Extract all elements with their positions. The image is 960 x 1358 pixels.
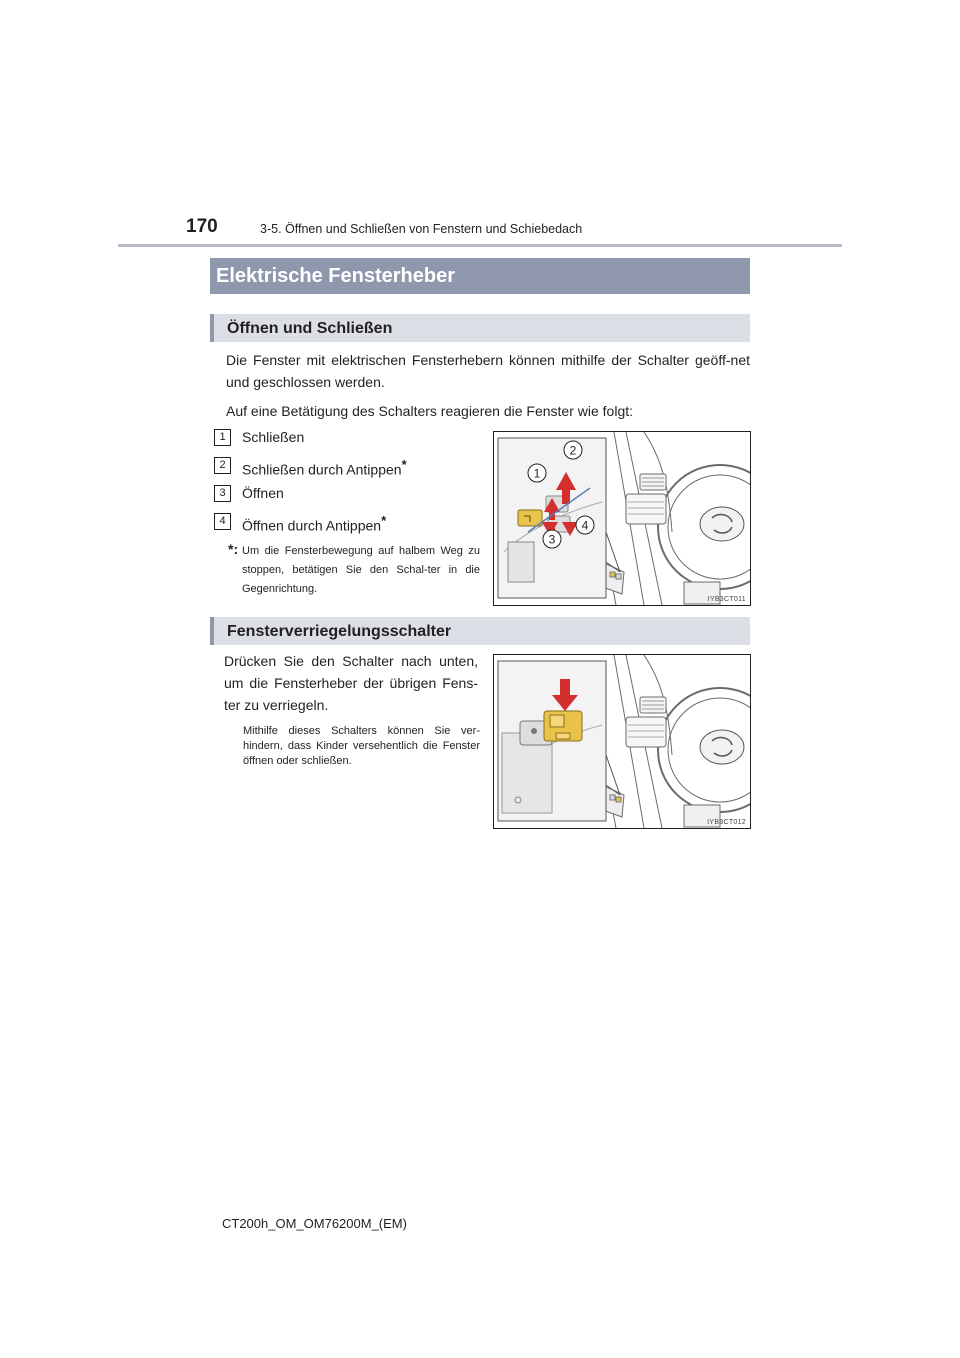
intro-paragraph: Die Fenster mit elektrischen Fensterhebern können mithilfe der Schalter geöff-net und geschlossen werden. bbox=[226, 352, 750, 390]
footnote-mark: *: bbox=[228, 541, 239, 557]
list-item-open: Öffnen bbox=[242, 485, 284, 501]
callout-1: 1 bbox=[533, 466, 541, 481]
chapter-title: 3-5. Öffnen und Schließen von Fenstern und Schiebedach bbox=[260, 222, 583, 236]
footnote-text: Um die Fensterbewegung auf halbem Weg zu stoppen, betätigen Sie den Schal-ter in die Gegenrichtung. bbox=[242, 545, 480, 595]
page-number: 170 bbox=[186, 216, 218, 237]
callout-4: 4 bbox=[581, 518, 589, 533]
list-item-open-tap: Öffnen durch Antippen* bbox=[242, 513, 387, 534]
list-number-1: 1 bbox=[214, 429, 231, 446]
list-item-close-tap: Schließen durch Antippen* bbox=[242, 457, 407, 478]
footnote bbox=[228, 540, 480, 599]
list-number-4: 4 bbox=[214, 513, 231, 530]
subsection-title-open-close: Öffnen und Schließen bbox=[210, 314, 750, 342]
lock-note: Mithilfe dieses Schalters können Sie ver-hindern, dass Kinder versehentlich die Fenster öffnen oder schließen. bbox=[243, 725, 480, 767]
reaction-paragraph: Auf eine Betätigung des Schalters reagieren die Fenster wie folgt: bbox=[226, 403, 634, 419]
document-code: CT200h_OM_OM76200M_(EM) bbox=[222, 1216, 407, 1231]
lock-switch-drawing bbox=[494, 655, 750, 828]
list-number-3: 3 bbox=[214, 485, 231, 502]
window-switch-drawing bbox=[494, 432, 750, 605]
window-lock-switch-illustration bbox=[493, 654, 751, 829]
image-code: IYB3CT011 bbox=[707, 596, 746, 603]
list-number-2: 2 bbox=[214, 457, 231, 474]
callout-3: 3 bbox=[548, 532, 556, 547]
asterisk-mark: * bbox=[401, 457, 407, 472]
lock-paragraph: Drücken Sie den Schalter nach unten, um die Fensterheber der übrigen Fens-ter zu verriegeln. bbox=[224, 653, 478, 713]
power-window-switch-illustration bbox=[493, 431, 751, 606]
asterisk-mark: * bbox=[381, 513, 387, 528]
image-code: IYB3CT012 bbox=[707, 819, 746, 826]
header-divider bbox=[118, 244, 842, 247]
section-title: Elektrische Fensterheber bbox=[210, 258, 750, 294]
callout-2: 2 bbox=[569, 443, 577, 458]
subsection-title-window-lock: Fensterverriegelungsschalter bbox=[210, 617, 750, 645]
list-item-close: Schließen bbox=[242, 429, 305, 445]
